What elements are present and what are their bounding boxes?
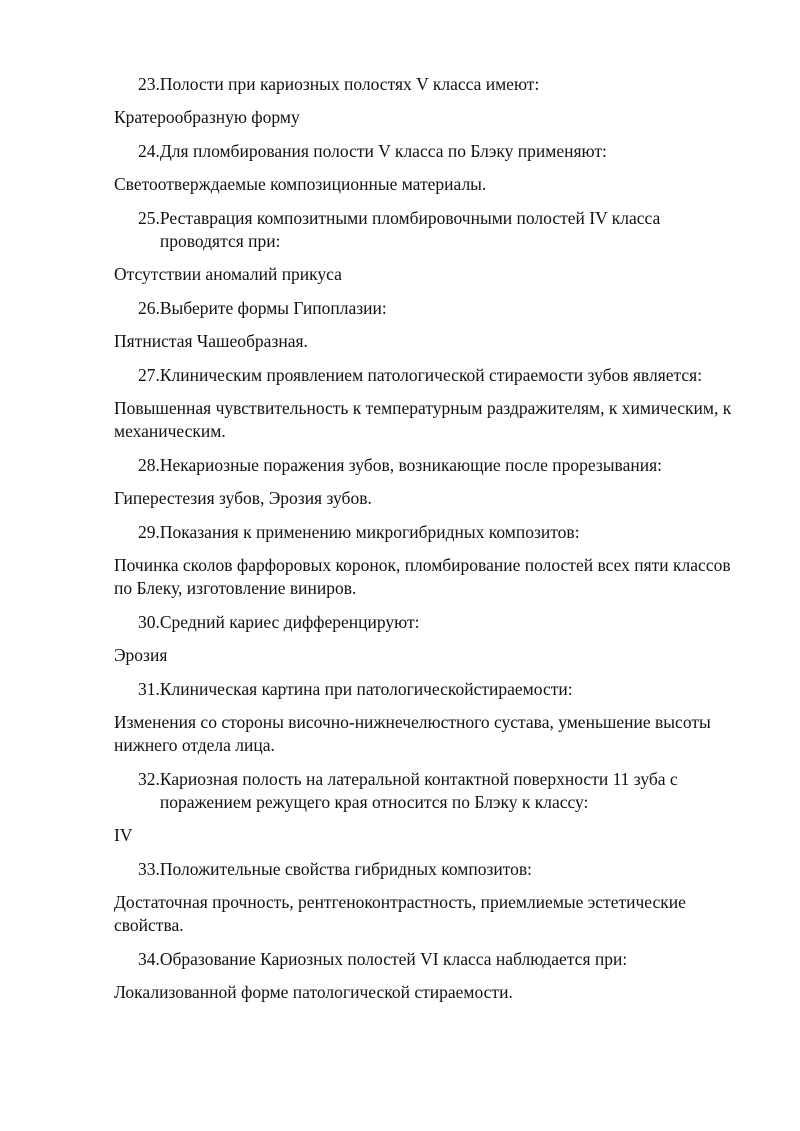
qa-item-34 — [114, 948, 734, 1004]
qa-item-25 — [114, 207, 734, 286]
question-number: 31. — [138, 679, 160, 699]
answer-text: Локализованной форме патологической стираемости. — [114, 982, 513, 1002]
answer-text: Починка сколов фарфоровых коронок, пломбирование полостей всех пяти классов по Блеку, изготовление виниров. — [114, 555, 731, 598]
question-number: 28. — [138, 455, 160, 475]
question-number: 33. — [138, 859, 160, 879]
question — [114, 140, 734, 163]
answer-text: Эрозия — [114, 645, 168, 665]
question-text: Клиническим проявлением патологической стираемости зубов является: — [159, 365, 703, 385]
question-number: 24. — [138, 141, 160, 161]
document-page — [114, 73, 734, 1015]
question-text: Средний кариес дифференцируют: — [159, 612, 420, 632]
question — [114, 454, 734, 477]
answer-text: IV — [114, 825, 133, 845]
question-text: Реставрация композитными пломбировочными полостей IV класса проводятся при: — [159, 208, 661, 251]
qa-item-31 — [114, 678, 734, 757]
qa-item-30 — [114, 611, 734, 667]
answer-text: Светоотверждаемые композиционные материалы. — [114, 174, 487, 194]
question — [114, 364, 734, 387]
question — [114, 73, 734, 96]
answer-text: Гиперестезия зубов, Эрозия зубов. — [114, 488, 372, 508]
question — [114, 611, 734, 634]
question-text: Образование Кариозных полостей VI класса наблюдается при: — [159, 949, 628, 969]
question-number: 34. — [138, 949, 160, 969]
question-number: 26. — [138, 298, 160, 318]
question — [114, 768, 734, 814]
question-text: Для пломбирования полости V класса по Блэку применяют: — [159, 141, 607, 161]
question-number: 23. — [138, 74, 160, 94]
question — [114, 521, 734, 544]
question — [114, 297, 734, 320]
qa-item-24 — [114, 140, 734, 196]
qa-item-27 — [114, 364, 734, 443]
question-text: Положительные свойства гибридных композитов: — [159, 859, 533, 879]
answer-text: Кратерообразную форму — [114, 107, 300, 127]
question-text: Клиническая картина при патологическойстираемости: — [159, 679, 573, 699]
answer-text: Повышенная чувствительность к температурным раздражителям, к химическим, к механическим. — [114, 398, 732, 441]
qa-item-28 — [114, 454, 734, 510]
question-number: 25. — [138, 208, 160, 228]
question-text: Некариозные поражения зубов, возникающие после прорезывания: — [159, 455, 662, 475]
question-number: 27. — [138, 365, 160, 385]
qa-item-33 — [114, 858, 734, 937]
question-text: Полости при кариозных полостях V класса имеют: — [159, 74, 540, 94]
qa-item-29 — [114, 521, 734, 600]
question — [114, 948, 734, 971]
question-number: 29. — [138, 522, 160, 542]
question — [114, 207, 734, 253]
question-text: Выберите формы Гипоплазии: — [159, 298, 387, 318]
question — [114, 858, 734, 881]
question-number: 32. — [138, 769, 160, 789]
qa-item-32 — [114, 768, 734, 847]
question-text: Показания к применению микрогибридных композитов: — [159, 522, 580, 542]
qa-item-23 — [114, 73, 734, 129]
question — [114, 678, 734, 701]
question-number: 30. — [138, 612, 160, 632]
answer-text: Достаточная прочность, рентгеноконтрастность, приемлиемые эстетические свойства. — [114, 892, 686, 935]
qa-item-26 — [114, 297, 734, 353]
answer-text: Изменения со стороны височно-нижнечелюстного сустава, уменьшение высоты нижнего отдела лица. — [114, 712, 711, 755]
answer-text: Отсутствии аномалий прикуса — [114, 264, 342, 284]
answer-text: Пятнистая Чашеобразная. — [114, 331, 308, 351]
question-text: Кариозная полость на латеральной контактной поверхности 11 зуба с поражением режущего края относится по Блэку к классу: — [159, 769, 678, 812]
